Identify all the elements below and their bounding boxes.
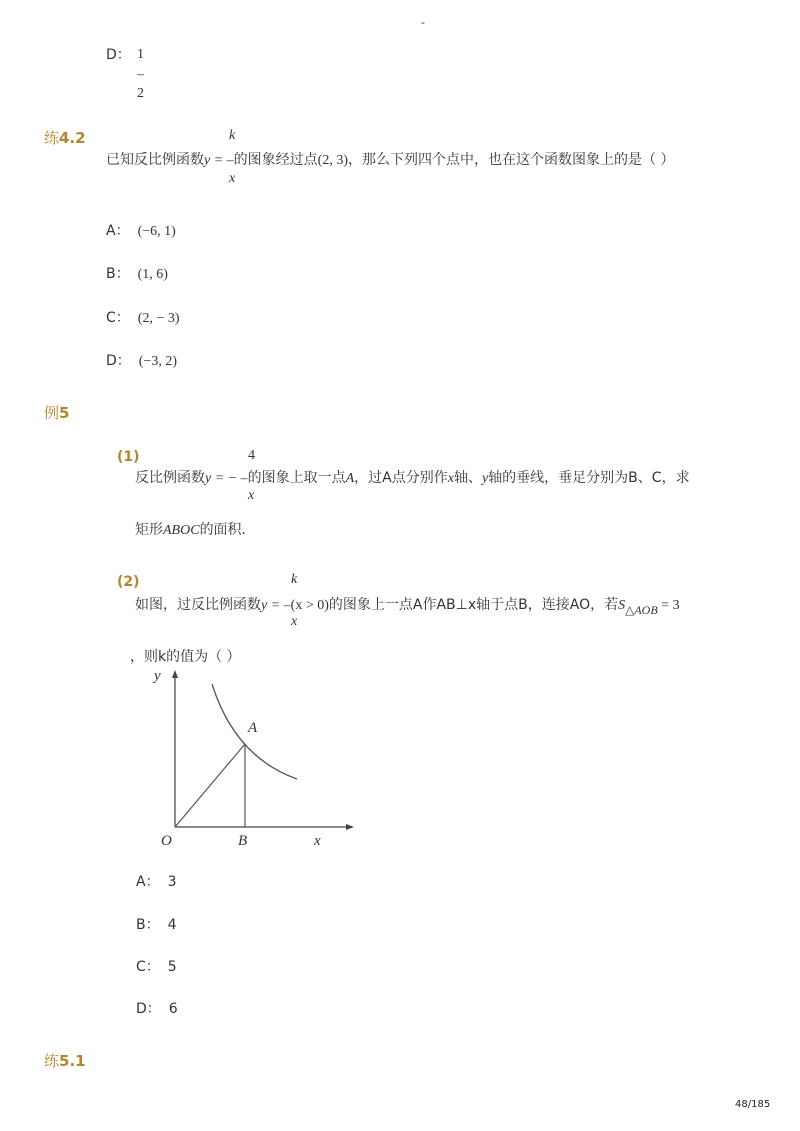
option-value: 3	[167, 874, 177, 890]
option-value: 5	[167, 959, 177, 975]
option-value: 6	[168, 1001, 178, 1017]
option-value: (−6, 1)	[137, 224, 176, 239]
heading-prefix: 例	[44, 404, 60, 422]
x-axis-arrow	[346, 824, 354, 830]
frac-num: k	[229, 128, 236, 143]
option-d-label: D：	[106, 47, 131, 63]
option-a[interactable]	[106, 222, 176, 241]
y-axis-label: y	[154, 668, 161, 684]
segment-ao	[175, 744, 245, 827]
frac-den: x	[291, 614, 298, 629]
math-var: x	[447, 471, 454, 486]
part-2-number: (2)	[117, 574, 140, 590]
frac-num: k	[291, 572, 298, 587]
stem-text: 轴、	[453, 470, 482, 486]
stem-text: 的面积．	[199, 522, 256, 538]
heading-prefix: 练	[44, 1052, 60, 1070]
frac-bar: –	[226, 153, 234, 168]
exercise-heading-5-1	[44, 1052, 86, 1070]
option-label: C：	[136, 959, 160, 975]
fraction-numerator: 1	[137, 47, 144, 62]
formula-lhs: y =	[261, 598, 284, 613]
area-value: = 3	[657, 598, 680, 613]
hyperbola-figure	[140, 662, 360, 857]
option-value: (−3, 2)	[138, 354, 178, 369]
part-1-line-2	[135, 521, 256, 540]
y-axis-arrow	[172, 670, 178, 678]
option-value: 4	[167, 917, 177, 933]
option-label: D：	[106, 353, 131, 369]
option-b[interactable]	[106, 265, 168, 284]
part-2-line-2: ，则k的值为（ ）	[130, 649, 241, 665]
fraction-denominator: 2	[137, 86, 144, 101]
stem-text: 轴的垂线，垂足分别为B、C，求	[488, 470, 690, 486]
frac-num: 4	[248, 448, 255, 463]
option-label: B：	[106, 266, 130, 282]
option-value: (1, 6)	[137, 267, 168, 282]
option-label: A：	[106, 223, 130, 239]
stem-text: 矩形	[135, 522, 163, 538]
formula-lhs: y = −	[205, 471, 241, 486]
stem-text: 如图，过反比例函数	[135, 597, 261, 613]
frac-den: x	[248, 488, 255, 503]
formula-lhs: y =	[204, 153, 227, 168]
part-1-number: (1)	[117, 449, 140, 465]
stem-text: 的图象上一点A作AB⊥x轴于点B，连接AO，若	[328, 597, 619, 613]
stem-text: 的图象经过点	[233, 152, 318, 168]
option-label: D：	[136, 1001, 161, 1017]
point: (2, 3)	[317, 153, 348, 168]
frac-den: x	[229, 171, 236, 186]
origin-label: O	[161, 833, 172, 849]
heading-number: 5.1	[59, 1052, 86, 1070]
condition: (x > 0)	[290, 598, 329, 613]
option-value: (2, − 3)	[137, 311, 180, 326]
stem-text: ，过A点分别作	[354, 470, 448, 486]
part-2-stem	[135, 596, 680, 615]
heading-number: 4.2	[59, 129, 86, 147]
part-1-stem	[135, 469, 690, 488]
heading-prefix: 练	[44, 129, 60, 147]
area-symbol: S	[618, 598, 626, 613]
stem-text: 已知反比例函数	[106, 152, 204, 168]
exercise-heading-4-2	[44, 129, 86, 147]
option-d[interactable]	[136, 1000, 178, 1018]
example-heading-5	[44, 404, 69, 422]
point-a-label: A	[248, 720, 258, 736]
option-c[interactable]	[136, 958, 177, 976]
fraction-bar: –	[137, 67, 144, 82]
frac-bar: –	[240, 471, 248, 486]
option-a[interactable]	[136, 873, 177, 891]
page-number: 48/185	[735, 1099, 771, 1110]
point-b-label: B	[238, 833, 248, 849]
math-var: A	[345, 471, 355, 486]
option-label: B：	[136, 917, 160, 933]
area-subscript: △AOB	[625, 603, 658, 617]
stem-text: 反比例函数	[135, 470, 205, 486]
math-var: ABOC	[163, 523, 200, 538]
option-label: C：	[106, 310, 130, 326]
math-var: y	[481, 471, 489, 486]
option-c[interactable]	[106, 309, 180, 328]
option-label: A：	[136, 874, 160, 890]
question-stem	[106, 151, 674, 170]
stem-text: ，那么下列四个点中，也在这个函数图象上的是（ ）	[348, 152, 675, 168]
option-d[interactable]	[106, 352, 177, 371]
header-mark: -	[421, 16, 425, 29]
frac-bar: –	[283, 598, 291, 613]
option-b[interactable]	[136, 916, 177, 934]
heading-number: 5	[59, 404, 70, 422]
x-axis-label: x	[314, 833, 321, 849]
stem-text: 的图象上取一点	[247, 470, 346, 486]
